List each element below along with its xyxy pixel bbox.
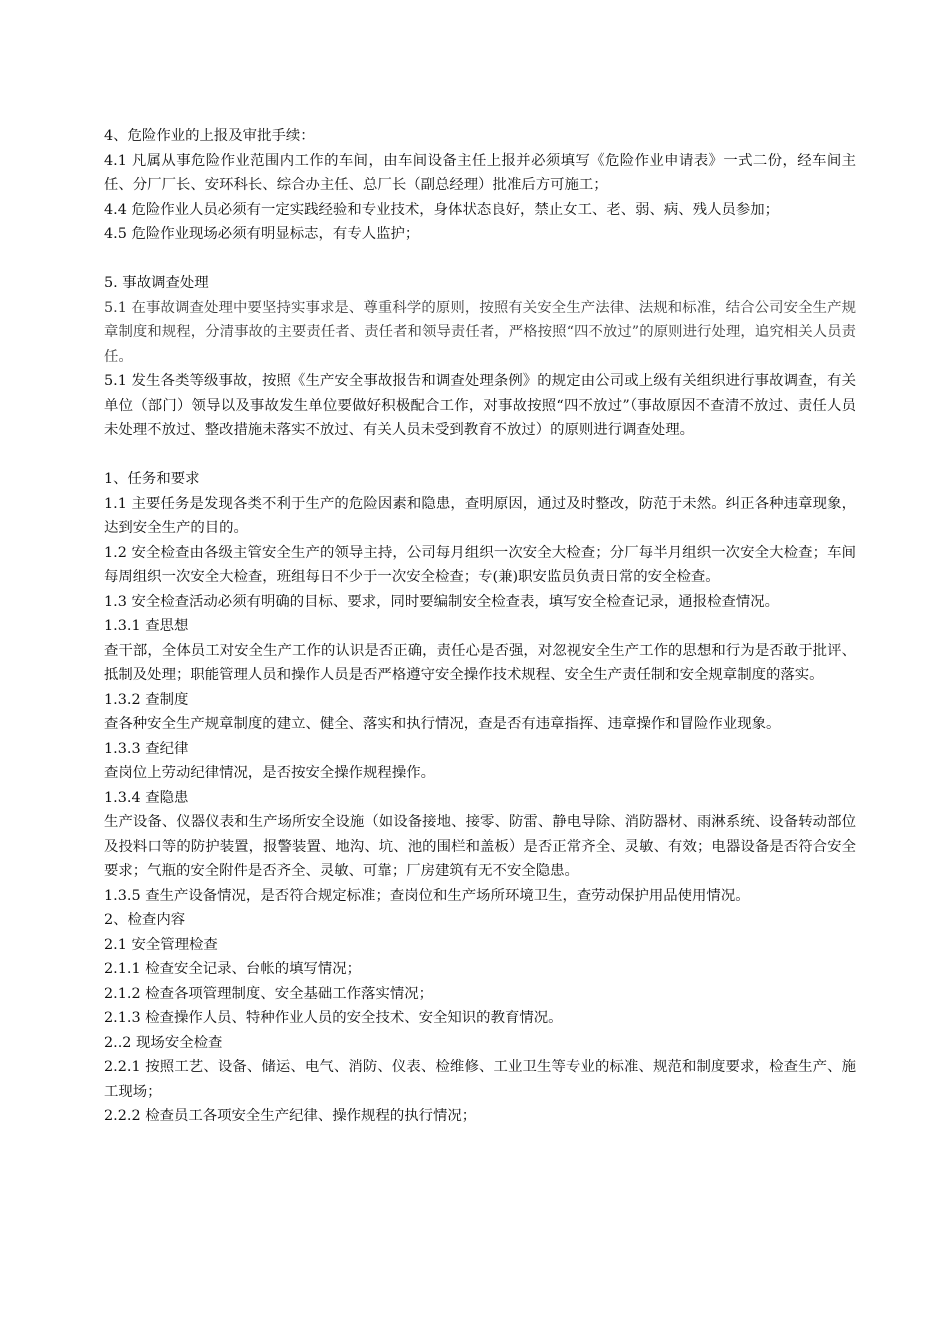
paragraph: 查各种安全生产规章制度的建立、健全、落实和执行情况，查是否有违章指挥、违章操作和冒险作业现象。 — [104, 716, 781, 732]
paragraph: 5. 事故调查处理 — [104, 275, 209, 291]
paragraph: 1.3.1 查思想 — [104, 618, 189, 634]
paragraph: 4.4 危险作业人员必须有一定实践经验和专业技术，身体状态良好，禁止女工、老、弱、病、残人员参加； — [104, 201, 780, 218]
paragraph: 2.1.3 检查操作人员、特种作业人员的安全技术、安全知识的教育情况。 — [104, 1010, 563, 1026]
paragraph: 1.2 安全检查由各级主管安全生产的领导主持，公司每月组织一次安全大检查；分厂每半月组织一次安全大检查；车间每周组织一次安全大检查，班组每日不少于一次安全检查；专(兼)职安监员负责日常的安全检查。 — [104, 544, 856, 585]
paragraph: 1.3.2 查制度 — [104, 691, 189, 708]
paragraph: 2..2 现场安全检查 — [104, 1034, 223, 1051]
paragraph: 5.1 在事故调查处理中要坚持实事求是、尊重科学的原则，按照有关安全生产法律、法规和标准，结合公司安全生产规章制度和规程，分清事故的主要责任者、责任者和领导责任者，严格按照“四不放过”的原则进行处理，追究相关人员责任。 — [104, 299, 856, 365]
paragraph: 2.1 安全管理检查 — [104, 936, 218, 953]
paragraph: 4.1 凡属从事危险作业范围内工作的车间，由车间设备主任上报并必须填写《危险作业申请表》一式二份，经车间主任、分厂厂长、安环科长、综合办主任、总厂长（副总经理）批准后方可施工； — [104, 152, 856, 193]
paragraph: 2.1.2 检查各项管理制度、安全基础工作落实情况； — [104, 985, 434, 1002]
paragraph: 1.3.3 查纪律 — [104, 740, 189, 757]
paragraph: 2.1.1 检查安全记录、台帐的填写情况； — [104, 961, 362, 977]
paragraph: 1.3 安全检查活动必须有明确的目标、要求，同时要编制安全检查表，填写安全检查记录，通报检查情况。 — [104, 593, 780, 610]
paragraph: 2.2.2 检查员工各项安全生产纪律、操作规程的执行情况； — [104, 1108, 477, 1124]
paragraph: 4.5 危险作业现场必须有明显标志，有专人监护； — [104, 226, 420, 242]
paragraph: 5.1 发生各类等级事故，按照《生产安全事故报告和调查处理条例》的规定由公司或上级有关组织进行事故调查，有关单位（部门）领导以及事故发生单位要做好积极配合工作，对事故按照“四不放过”（事故原因不查清不放过、责任人员未处理不放过、整改措施未落实不放过、有关人员未受到教育不放过）的原则进行调查处理。 — [104, 373, 856, 438]
blank-line — [104, 443, 856, 468]
paragraph: 2、检查内容 — [104, 912, 186, 928]
blank-line — [104, 247, 856, 272]
paragraph: 2.2.1 按照工艺、设备、储运、电气、消防、仪表、检维修、工业卫生等专业的标准、规范和制度要求，检查生产、施工现场； — [104, 1059, 856, 1100]
document-body — [104, 124, 856, 1129]
paragraph: 查岗位上劳动纪律情况，是否按安全操作规程操作。 — [104, 765, 435, 781]
paragraph: 4、危险作业的上报及审批手续： — [104, 128, 315, 144]
paragraph: 1.3.4 查隐患 — [104, 789, 189, 806]
paragraph: 1.1 主要任务是发现各类不利于生产的危险因素和隐患，查明原因，通过及时整改，防范于未然。纠正各种违章现象，达到安全生产的目的。 — [104, 495, 856, 536]
paragraph: 1.3.5 查生产设备情况，是否符合规定标准；查岗位和生产场所环境卫生，查劳动保护用品使用情况。 — [104, 887, 750, 904]
paragraph: 生产设备、仪器仪表和生产场所安全设施（如设备接地、接零、防雷、静电导除、消防器材、雨淋系统、设备转动部位及投料口等的防护装置，报警装置、地沟、坑、池的围栏和盖板）是否正常齐全、灵敏、有效；电器设备是否符合安全要求；气瓶的安全附件是否齐全、灵敏、可靠；厂房建筑有无不安全隐患。 — [104, 814, 856, 879]
paragraph: 查干部，全体员工对安全生产工作的认识是否正确，责任心是否强，对忽视安全生产工作的思想和行为是否敢于批评、抵制及处理；职能管理人员和操作人员是否严格遵守安全操作技术规程、安全生产责任制和安全规章制度的落实。 — [104, 642, 856, 683]
paragraph: 1、任务和要求 — [104, 471, 200, 487]
